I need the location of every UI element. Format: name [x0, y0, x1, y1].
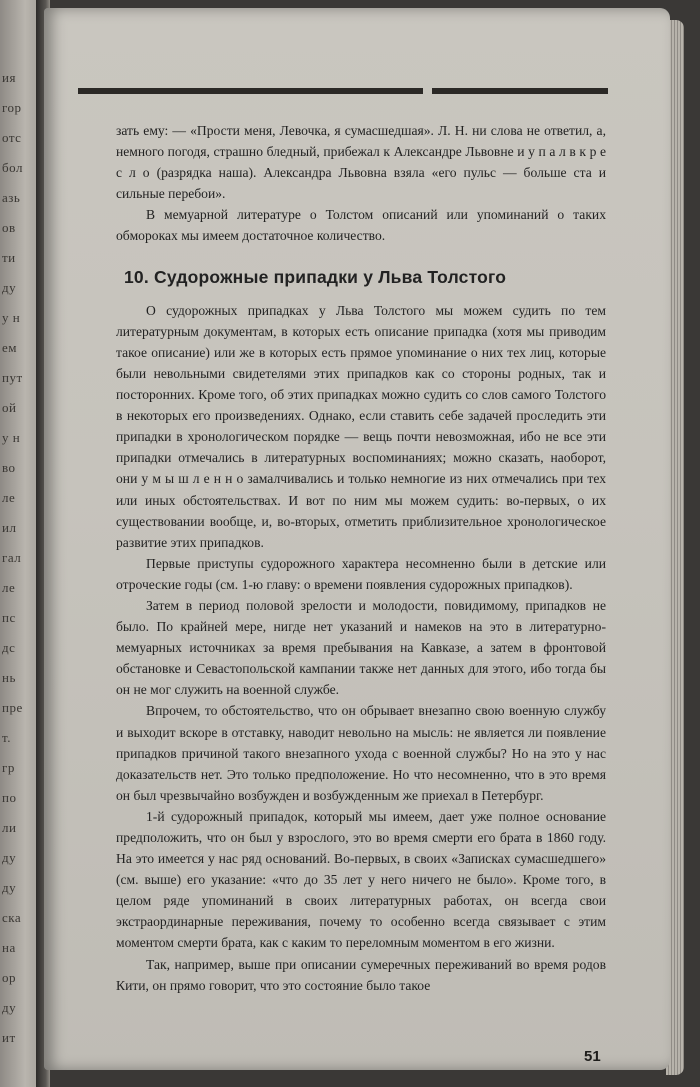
left-page-fragment: ду: [2, 850, 17, 865]
paragraph: 1-й судорожный припадок, который мы имеем, дает уже полное основание предположить, что он был у взрослого, это во время смерти его брата в 1860 году. На это имеется у нас ряд оснований. Во-первых, в своих «Записках сумасшедшего» (см. выше) его указание: «что до 35 лет у него ничего не было». Кроме того, в целом ряде упоминаний в своих литературных работах, он всегда свои экстраординарные переживания, почему то особенно всегда связывает с этим моментом смерти брата, как с каким то переломным моментом в его жизни.: [116, 808, 606, 951]
header-rule-left: [78, 88, 423, 94]
left-page-fragment: отс: [2, 130, 22, 145]
left-page-fragment: пут: [2, 370, 23, 385]
left-page-fragment: ем: [2, 340, 17, 355]
left-page-fragment: ду: [2, 280, 17, 295]
left-page-fragment: ор: [2, 970, 16, 985]
left-page-fragment: ли: [2, 820, 17, 835]
left-page-fragment: пре: [2, 700, 23, 715]
page-number: 51: [584, 1048, 601, 1065]
header-rule-right: [432, 88, 608, 94]
left-page-fragment: ле: [2, 580, 16, 595]
left-page-fragment: ска: [2, 910, 22, 925]
left-page-fragment: ду: [2, 1000, 17, 1015]
paragraph: Так, например, выше при описании сумеречных переживаний во время родов Кити, он прямо говорит, что это состояние было такое: [116, 956, 606, 993]
book-page: [44, 8, 670, 1070]
left-page-fragment: дс: [2, 640, 16, 655]
left-page-fragment: т.: [2, 730, 11, 745]
left-page-fragment: у н: [2, 310, 21, 325]
left-page-fragment: ия: [2, 70, 16, 85]
left-page-fragment: гор: [2, 100, 22, 115]
left-page-fragment: во: [2, 460, 16, 475]
left-page-fragment: ил: [2, 520, 17, 535]
left-page-fragment: ов: [2, 220, 16, 235]
left-page-fragment: у н: [2, 430, 21, 445]
left-page-fragment: ти: [2, 250, 16, 265]
page-text: [116, 120, 606, 996]
left-page-fragment: гр: [2, 760, 15, 775]
paragraph: Затем в период половой зрелости и молодости, повидимому, припадков не было. По крайней мере, нигде нет указаний и намеков на это в литературно-мемуарных источниках за время пребывания на Кавказе, а затем в фронтовой обстановке и Севастопольской кампании также нет данных для этого, ибо тогда бы он не мог служить на военной службе.: [116, 597, 606, 698]
paragraph: О судорожных припадках у Льва Толстого мы можем судить по тем литературным документам, в которых есть описание припадка (хотя мы приводим такое описание) или же в которых есть прямое упоминание о них тех лиц, которые были невольными свидетелями этих припадков как со стороны родных, так и посторонних. Кроме того, об этих припадках можно судить со слов самого Толстого в некоторых его произведениях. Однако, если ставить себе задачей проследить эти припадки в хронологическом порядке — вещь почти невозможная, ибо не все эти припадки отмечались в литературных воспоминаниях; можно сказать, наоборот, они у м ы ш л е н н о замалчивались и только немногие из них отмечались при тех или иных обстоятельствах. И вот по ним мы можем судить: во-первых, о их существовании вообще, и, во-вторых, отметить приблизительное хронологическое развитие этих припадков.: [116, 302, 606, 550]
left-page-fragment: на: [2, 940, 16, 955]
left-page-fragment: ду: [2, 880, 17, 895]
left-page-fragment: азь: [2, 190, 21, 205]
left-page-fragment: ой: [2, 400, 17, 415]
left-page-fragment: нь: [2, 670, 16, 685]
paragraph: Впрочем, то обстоятельство, что он обрывает внезапно свою военную службу и выходит вскоре в отставку, наводит невольно на мысль: не является ли появление припадков причиной такого внезапного ухода с военной службы? Но на это у нас доказательств нет. Это только предположение. Но что несомненно, что в это время он был чрезвычайно возбужден и возбужденным же приехал в Петербург.: [116, 703, 606, 803]
left-page-fragment: гал: [2, 550, 22, 565]
section-heading: 10. Судорожные припадки у Льва Толстого: [124, 266, 507, 287]
paragraph: В мемуарной литературе о Толстом описаний или упоминаний о таких обмороках мы имеем достаточное количество.: [116, 207, 606, 244]
paragraph: Первые приступы судорожного характера несомненно были в детские или отроческие годы (см. 1-ю главу: о времени появления судорожных припадков).: [116, 555, 606, 592]
left-page-fragment: ит: [2, 1030, 16, 1045]
paragraph: зать ему: — «Прости меня, Левочка, я сумасшедшая». Л. Н. ни слова не ответил, а, немного погодя, страшно бледный, прибежал к Александре Львовне и у п а л в к р е с л о (разрядка наша). Александра Львовна взяла «его пульс — больше ста и сильные перебои».: [116, 123, 606, 202]
left-page-fragment: по: [2, 790, 17, 805]
left-page-fragment: пс: [2, 610, 16, 625]
left-page-fragment: ле: [2, 490, 16, 505]
left-page-fragment: бол: [2, 160, 23, 175]
